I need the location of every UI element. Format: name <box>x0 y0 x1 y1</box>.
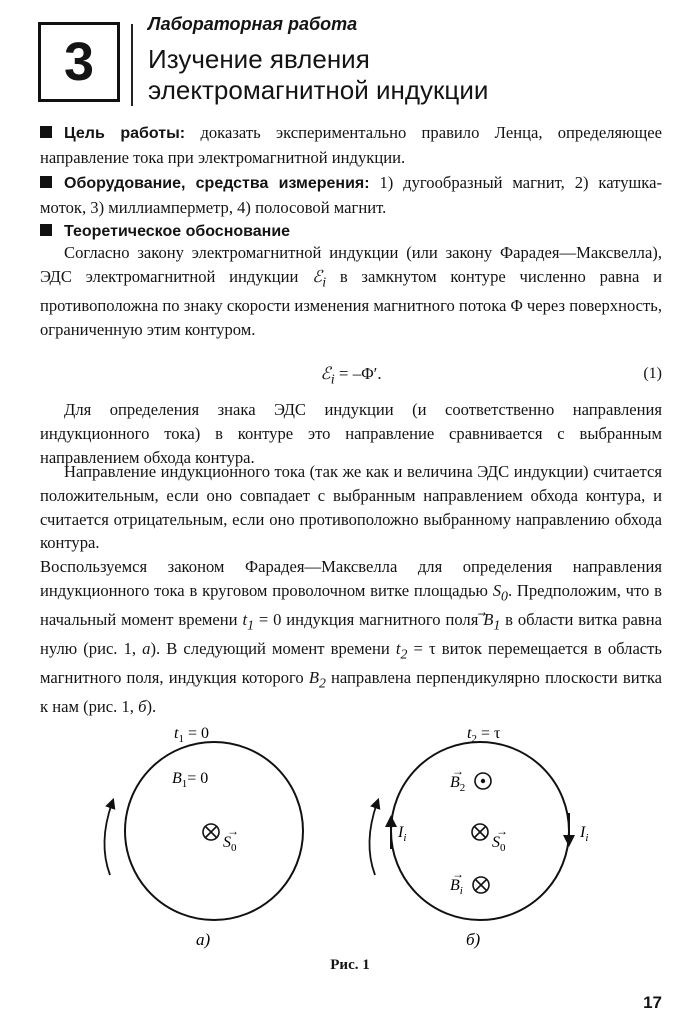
theory-paragraph-1 <box>40 241 662 342</box>
right-time-t: t <box>467 725 472 742</box>
figure-caption: Рис. 1 <box>330 957 370 973</box>
goal-text: доказать экспериментально правило Ленца, определяющее направление тока при электромагнитной индукции. <box>40 123 663 167</box>
left-area-sub: 0 <box>231 842 237 854</box>
figure-1 <box>0 715 700 975</box>
dot-out-of-page-icon <box>475 773 491 789</box>
left-current-label <box>397 824 406 844</box>
right-traversal-arrow-icon <box>369 803 377 875</box>
left-traversal-arrow-icon <box>104 803 112 875</box>
fig-b-ref: б <box>138 697 147 717</box>
t1-value: = 0 <box>254 609 282 629</box>
lab-title <box>148 44 668 106</box>
formula-number: (1) <box>643 365 662 382</box>
left-field-b: B <box>172 770 182 787</box>
equipment-label: Оборудование, средства измерения: <box>64 175 370 192</box>
theory-p1-part-b: в замкнутом контуре численно равна и противоположна по знаку скорости изменения магнитного потока Φ через поверхность, ограниченную этим контуром. <box>40 266 662 339</box>
lab-number: 3 <box>63 32 95 92</box>
lab-kicker: Лабораторная работа <box>148 14 358 34</box>
b1-sub: 1 <box>493 617 501 633</box>
t2-letter: t <box>395 639 401 659</box>
theory-paragraph-3: Направление индукционного тока (так же как и величина ЭДС индукции) считается положительным, если оно совпадает с выбранным направлением обхода контура, и считается отрицательным, если оно противоположно выбранному направлению обхода контура. <box>40 462 662 553</box>
t2-symbol <box>395 639 408 662</box>
emf-subscript: i <box>322 274 327 290</box>
s0-letter: S <box>492 580 502 600</box>
header-divider <box>131 24 133 106</box>
t1-letter: t <box>242 609 248 629</box>
p4-f: виток перемещается в область магнитного поля, индукция которого <box>40 639 662 688</box>
left-loop-circle <box>125 742 303 920</box>
right-field-sub: 2 <box>459 782 466 794</box>
formula-rhs: = –Φ′. <box>334 364 382 383</box>
right-induced-vector-arrow: → <box>452 867 464 881</box>
bullet-icon <box>40 224 52 236</box>
left-area-s: S <box>223 834 231 851</box>
s0-sub: 0 <box>501 588 508 604</box>
bullet-icon <box>40 176 52 188</box>
figure-panel-a <box>104 725 303 949</box>
formula-emf: ℰ <box>320 364 331 383</box>
p4-h: ). <box>146 697 157 717</box>
right-time-sub: 2 <box>471 733 477 745</box>
right-field-vector-arrow: → <box>452 764 464 778</box>
left-time-val: = 0 <box>183 725 209 742</box>
emf-letter: ℰ <box>312 266 323 286</box>
left-time-t: t <box>174 725 179 742</box>
equipment-paragraph <box>40 171 662 220</box>
left-field-sub: 1 <box>181 778 188 790</box>
right-time-val: = τ <box>476 725 501 742</box>
p4-e: ). В следующий момент времени <box>150 639 396 659</box>
right-induced-b: B <box>450 877 460 894</box>
theory-paragraph-2: Для определения знака ЭДС индукции (и соответственно направления индукционного тока) в контуре это направление сравнивается с выбранным направлением обхода контура. <box>40 400 662 467</box>
t2-sub: 2 <box>400 646 408 662</box>
right-area-vector-arrow: → <box>496 824 508 838</box>
page-number: 17 <box>643 993 662 1012</box>
p4-c: индукция магнитного поля <box>281 609 484 629</box>
b1-symbol <box>483 609 501 633</box>
p4-a: Воспользуемся законом Фарадея—Максвелла для определения направления индукционного тока в круговом проволочном витке площадью <box>40 557 662 600</box>
t1-symbol <box>242 609 254 633</box>
right-area-sub: 0 <box>500 842 506 854</box>
emf-symbol <box>312 266 327 290</box>
t1-sub: 1 <box>247 617 254 633</box>
cross-into-page-icon <box>203 824 219 840</box>
right-current-sub: i <box>585 832 589 844</box>
s0-symbol <box>492 580 508 604</box>
right-area-s: S <box>492 834 500 851</box>
theory-p1-part-a: Согласно закону электромагнитной индукции (или закону Фарадея—Максвелла), ЭДС электромагнитной индукции <box>40 243 662 286</box>
fig-a-ref: а <box>142 639 151 659</box>
left-area-vector-arrow: → <box>227 824 239 838</box>
formula-lhs <box>320 364 335 388</box>
p4-g: направлена перпендикулярно плоскости витка к нам (рис. 1, <box>40 668 663 717</box>
lab-number-box <box>38 22 120 102</box>
b1-letter: B <box>483 609 494 629</box>
p4-d: в области витка равна нулю (рис. 1, <box>40 609 662 659</box>
right-field-b: B <box>450 774 460 791</box>
formula-1 <box>40 362 662 391</box>
right-induced-sub: i <box>459 885 463 897</box>
lab-title-line-1: Изучение явления <box>148 44 370 74</box>
t2-value: = τ <box>407 639 436 659</box>
goal-paragraph <box>40 121 662 170</box>
left-panel-letter: а) <box>196 930 211 949</box>
left-field-label <box>172 770 208 790</box>
goal-label: Цель работы: <box>64 125 186 142</box>
p4-b: . Предположим, что в начальный момент времени <box>40 580 662 629</box>
b2-sub: 2 <box>318 675 326 691</box>
lab-title-line-2: электромагнитной индукции <box>148 75 489 105</box>
right-panel-letter: б) <box>466 930 481 949</box>
left-current-i: I <box>398 824 404 841</box>
equipment-text: 1) дугообразный магнит, 2) катушка-моток, 3) миллиамперметр, 4) полосовой магнит. <box>40 173 662 217</box>
b2-letter: B <box>308 668 319 688</box>
right-current-label <box>579 824 588 844</box>
cross-into-page-icon <box>472 824 488 840</box>
b2-symbol <box>308 668 326 691</box>
left-time-sub: 1 <box>178 733 184 745</box>
figure-panel-b <box>369 725 588 949</box>
right-current-i: I <box>580 824 586 841</box>
left-current-sub: i <box>403 832 407 844</box>
formula-sub: i <box>330 371 335 388</box>
cross-into-page-icon <box>473 877 489 893</box>
left-field-val: = 0 <box>187 770 209 787</box>
theory-label: Теоретическое обоснование <box>64 223 291 240</box>
bullet-icon <box>40 126 52 138</box>
theory-paragraph-4 <box>40 555 662 719</box>
